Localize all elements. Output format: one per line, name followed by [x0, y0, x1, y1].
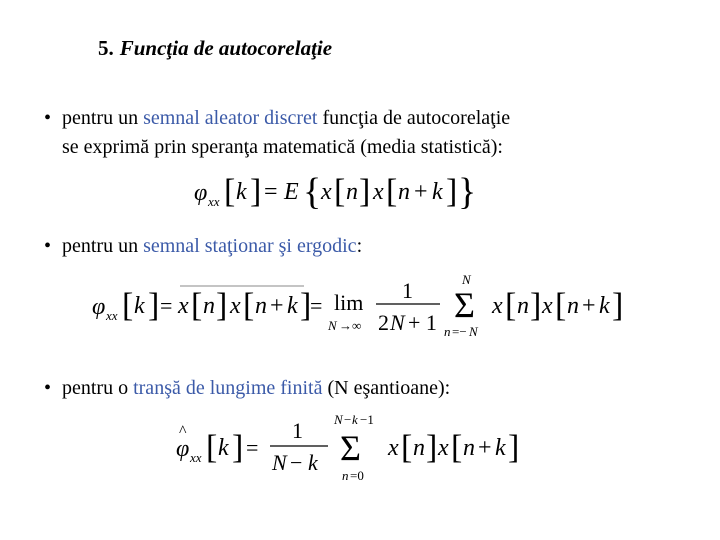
svg-text:N: N	[469, 324, 478, 339]
svg-text:]: ]	[359, 173, 371, 210]
svg-text:x: x	[542, 293, 553, 319]
svg-text:k: k	[495, 435, 506, 461]
svg-text:[: [	[224, 173, 236, 210]
svg-text:+: +	[414, 179, 428, 205]
svg-text:E: E	[284, 179, 299, 205]
svg-text:[: [	[451, 429, 463, 466]
svg-text:[: [	[206, 429, 218, 466]
svg-text:k: k	[236, 179, 247, 205]
svg-text:+ 1: + 1	[408, 310, 437, 335]
svg-text:]: ]	[250, 173, 262, 210]
bullet-tail: (N eşantioane):	[322, 377, 451, 399]
svg-text:]: ]	[612, 287, 624, 324]
svg-text:n: n	[346, 179, 358, 205]
bullet-line2: se exprimă prin speranţa matematică (media statistică):	[62, 136, 503, 158]
svg-text:=: =	[264, 179, 278, 205]
svg-text:x: x	[438, 435, 449, 461]
svg-text:+: +	[270, 293, 284, 319]
svg-text:k: k	[308, 450, 318, 475]
svg-text:[: [	[386, 173, 398, 210]
svg-text:]: ]	[300, 287, 312, 324]
svg-text:k: k	[287, 293, 298, 319]
svg-text:N: N	[334, 412, 343, 427]
svg-text:x: x	[373, 179, 384, 205]
svg-text:x: x	[492, 293, 503, 319]
svg-text:N: N	[390, 310, 405, 335]
bullet-finite-segment	[44, 374, 450, 403]
svg-text:[: [	[122, 287, 134, 324]
bullet-tail: funcţia de autocorelaţie	[317, 107, 511, 129]
svg-text:=: =	[246, 435, 259, 460]
equation-finite-estimate	[170, 410, 530, 486]
svg-text:−: −	[344, 412, 352, 427]
bullet-dot: •	[44, 107, 52, 129]
svg-text:^: ^	[179, 423, 187, 440]
svg-text:n: n	[444, 324, 451, 339]
svg-text:xx: xx	[208, 194, 220, 209]
svg-text:=: =	[160, 293, 173, 318]
bullet-highlight: semnal staţionar şi ergodic	[143, 235, 357, 257]
svg-text:1: 1	[402, 278, 413, 303]
svg-text:lim: lim	[334, 290, 364, 315]
svg-text:Σ: Σ	[454, 285, 475, 325]
svg-text:[: [	[505, 287, 517, 324]
bullet-highlight: tranşă de lungime finită	[133, 377, 323, 399]
svg-text:φ: φ	[194, 180, 208, 206]
svg-text:k: k	[432, 179, 443, 205]
svg-text:]: ]	[426, 429, 438, 466]
svg-text:n: n	[413, 435, 425, 461]
svg-text:x: x	[230, 293, 241, 319]
svg-text:n: n	[517, 293, 529, 319]
bullet-dot: •	[44, 377, 52, 399]
bullet-lead: pentru un	[62, 235, 144, 257]
svg-text:Σ: Σ	[340, 428, 361, 468]
svg-text:]: ]	[148, 287, 160, 324]
svg-text:{: {	[303, 171, 322, 213]
bullet-lead: pentru un	[62, 107, 144, 129]
svg-text:N: N	[462, 272, 471, 287]
svg-text:[: [	[334, 173, 346, 210]
svg-text:[: [	[191, 287, 203, 324]
bullet-dot: •	[44, 235, 52, 257]
section-title	[98, 36, 332, 61]
svg-text:x: x	[178, 293, 189, 319]
bullet-stationary-ergodic	[44, 232, 362, 261]
svg-text:[: [	[555, 287, 567, 324]
svg-text:]: ]	[446, 173, 458, 210]
svg-text:n: n	[567, 293, 579, 319]
equation-expectation	[190, 168, 490, 216]
svg-text:k: k	[218, 435, 229, 461]
svg-text:+: +	[582, 293, 596, 319]
svg-text:x: x	[388, 435, 399, 461]
svg-text:}: }	[458, 171, 477, 213]
svg-text:=−: =−	[452, 324, 467, 339]
svg-text:k: k	[134, 293, 145, 319]
svg-text:]: ]	[216, 287, 228, 324]
svg-text:[: [	[243, 287, 255, 324]
svg-text:=: =	[310, 293, 323, 318]
svg-text:→∞: →∞	[339, 318, 362, 333]
svg-text:N: N	[272, 450, 287, 475]
svg-text:n: n	[398, 179, 410, 205]
svg-text:]: ]	[530, 287, 542, 324]
section-title-text: Funcţia de autocorelaţie	[119, 36, 333, 60]
svg-text:N: N	[328, 318, 337, 333]
svg-text:=0: =0	[350, 468, 364, 483]
svg-text:k: k	[352, 412, 358, 427]
svg-text:φ: φ	[92, 294, 106, 320]
bullet-highlight: semnal aleator discret	[143, 107, 318, 129]
bullet-tail: :	[356, 235, 363, 257]
svg-text:]: ]	[232, 429, 244, 466]
svg-text:φ: φ	[176, 436, 190, 462]
svg-text:−: −	[290, 450, 303, 475]
bullet-lead: pentru o	[62, 377, 134, 399]
svg-text:k: k	[599, 293, 610, 319]
svg-text:n: n	[203, 293, 215, 319]
equation-time-average	[88, 270, 628, 342]
svg-text:n: n	[463, 435, 475, 461]
svg-text:−1: −1	[360, 412, 374, 427]
section-number: 5.	[98, 36, 114, 60]
bullet-random-discrete	[44, 104, 510, 162]
svg-text:+: +	[478, 435, 492, 461]
svg-text:x: x	[321, 179, 332, 205]
svg-text:1: 1	[292, 418, 303, 443]
svg-text:n: n	[255, 293, 267, 319]
svg-text:xx: xx	[190, 450, 202, 465]
svg-text:xx: xx	[106, 308, 118, 323]
svg-text:]: ]	[508, 429, 520, 466]
svg-text:n: n	[342, 468, 349, 483]
svg-text:2: 2	[378, 310, 389, 335]
svg-text:[: [	[401, 429, 413, 466]
